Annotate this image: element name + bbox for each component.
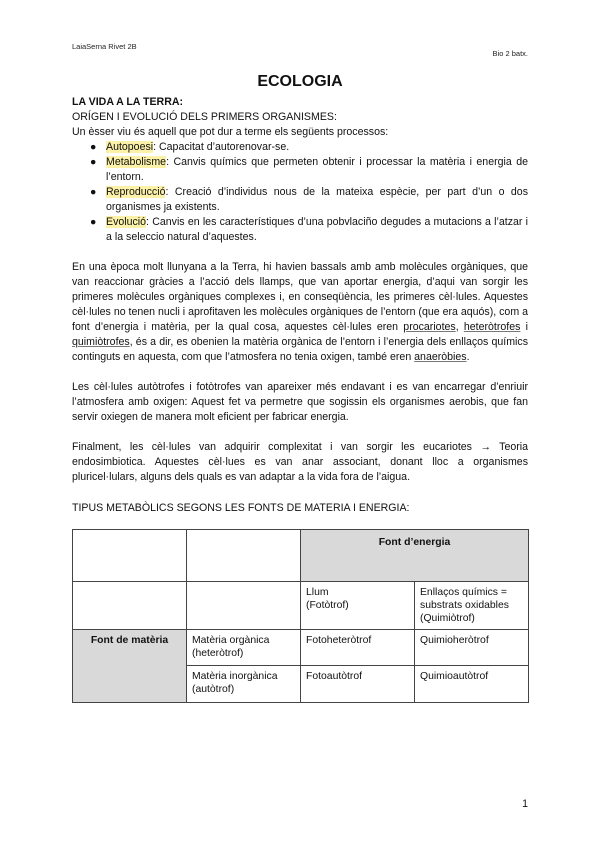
term-anaerobies: anaeròbies <box>414 351 467 363</box>
list-item-evolucio: ● Evolució: Canvis en les característiques d’una pobvlaciño degudes a mutacions a l’atzar i a la seleccio natural d’aquestes. <box>90 216 528 243</box>
term-highlight: Autopoesi <box>106 141 154 153</box>
table-cell: Fotoheteròtrof <box>301 630 415 666</box>
term-definition: Canvis en les característiques d’una pobvlaciño degudes a mutacions a l’atzar i a la seleccio natural d’aquestes. <box>106 216 528 243</box>
row-header-inorganic: Matèria inorgànica (autòtrof) <box>187 666 301 703</box>
list-item-autopoesi: ● Autopoesi: Capacitat d’autorenovar-se. <box>90 141 290 153</box>
term-highlight: Reproducció <box>106 186 166 198</box>
table-cell: Quimioautòtrof <box>415 666 529 703</box>
column-header-chemical: Enllaços químics = substrats oxidables (Quimiòtrof) <box>415 582 529 630</box>
paragraph-origins: En una època molt llunyana a la Terra, hi havien bassals amb amb molècules orgàniques, que van reaccionar gràcies a l’acció dels llamps, que van aportar energia, d’aqui van sorgir les primeres molècules orgàniques complexes i, en conseqüència, les primeres cèl·lules. Aquestes cèl·lules no tenen nucli i aprofitaven les molècules orgàniques de l’entorn (que era aquós), com a font d’energia i matèria, per la qual cosa, aquestes cèl·lules eren procariotes, heteròtrofes i quimiòtrofes, és a dir, es obenien la matèria orgànica de l’entorn i l’energia dels enllaços químics continguts en aquesta, com que l’atmosfera no tenia oxigen, també eren anaeròbies. <box>72 261 528 363</box>
table-row <box>73 630 529 666</box>
table-cell: Quimioheròtrof <box>415 630 529 666</box>
table-cell-empty <box>187 530 301 582</box>
metabolic-types-table <box>72 529 529 703</box>
bullet-icon: ● <box>90 186 97 198</box>
term-quimiotrofes: quimiòtrofes <box>72 336 130 348</box>
term-highlight: Metabolisme <box>106 156 167 168</box>
matter-source-header: Font de matèria <box>73 630 187 703</box>
page-title: ECOLOGIA <box>257 73 343 90</box>
document-body <box>72 72 528 703</box>
table-heading: TIPUS METABÒLICS SEGONS LES FONTS DE MATERIA I ENERGIA: <box>72 502 410 514</box>
table-cell: Fotoautòtrof <box>301 666 415 703</box>
header-author: LaiaSerna Rivet 2B <box>72 42 137 51</box>
list-item-reproduccio: ● Reproducció: Creació d’individus nous de la mateixa espècie, per part d’un o dos organismes ja existents. <box>90 186 528 213</box>
column-header-light: Llum (Fotòtrof) <box>301 582 415 630</box>
header-course: Bio 2 batx. <box>492 49 528 58</box>
process-list <box>72 140 528 245</box>
paragraph-autotrofes: Les cèl·lules autòtrofes i fotòtrofes van apareixer més endavant i es van encarregar d’enriuir l’atmosfera amb oxigen: Aquest fet va permetre que sogissin els organismes aerobis, que fan servir oxiegen de manera molt eficient per fabricar energia. <box>72 381 528 423</box>
table-cell-empty <box>73 530 187 582</box>
intro-text: Un èsser viu és aquell que pot dur a terme els següents processos: <box>72 126 389 138</box>
page-number: 1 <box>522 798 528 810</box>
section-title: LA VIDA A LA TERRA: <box>72 96 184 108</box>
term-procariotes: procariotes <box>403 321 456 333</box>
energy-source-header: Font d’energia <box>301 530 529 582</box>
term-heterotrofes: heteròtrofes <box>463 321 521 333</box>
list-item-metabolisme: ● Metabolisme: Canvis químics que permeten obtenir i processar la matèria i energia de l’entorn. <box>90 156 528 183</box>
term-definition: Capacitat d’autorenovar-se. <box>159 141 290 153</box>
bullet-icon: ● <box>90 141 97 153</box>
table-cell-empty <box>187 582 301 630</box>
term-definition: Canvis químics que permeten obtenir i processar la matèria i energia de l’entorn. <box>106 156 528 183</box>
table-row <box>73 582 529 630</box>
table-row <box>73 530 529 582</box>
bullet-icon: ● <box>90 156 97 168</box>
table-cell-empty <box>73 582 187 630</box>
paragraph-eucariotes: Finalment, les cèl·lules van adquirir complexitat i van sorgir les eucariotes → Teoria endosimbiotica. Aquestes cèl·lues es van anar associant, donant lloc a organismes pluricel·lulars, alguns dels quals es van adaptar a la vida fora de l’aigua. <box>72 441 528 483</box>
row-header-organic: Matèria orgànica (heteròtrof) <box>187 630 301 666</box>
bullet-icon: ● <box>90 216 97 228</box>
term-definition: Creació d’individus nous de la mateixa espècie, per part d’un o dos organismes ja existents. <box>106 186 528 213</box>
term-highlight: Evolució <box>106 216 147 228</box>
section-subtitle: ORÍGEN I EVOLUCIÓ DELS PRIMERS ORGANISMES: <box>72 111 337 123</box>
